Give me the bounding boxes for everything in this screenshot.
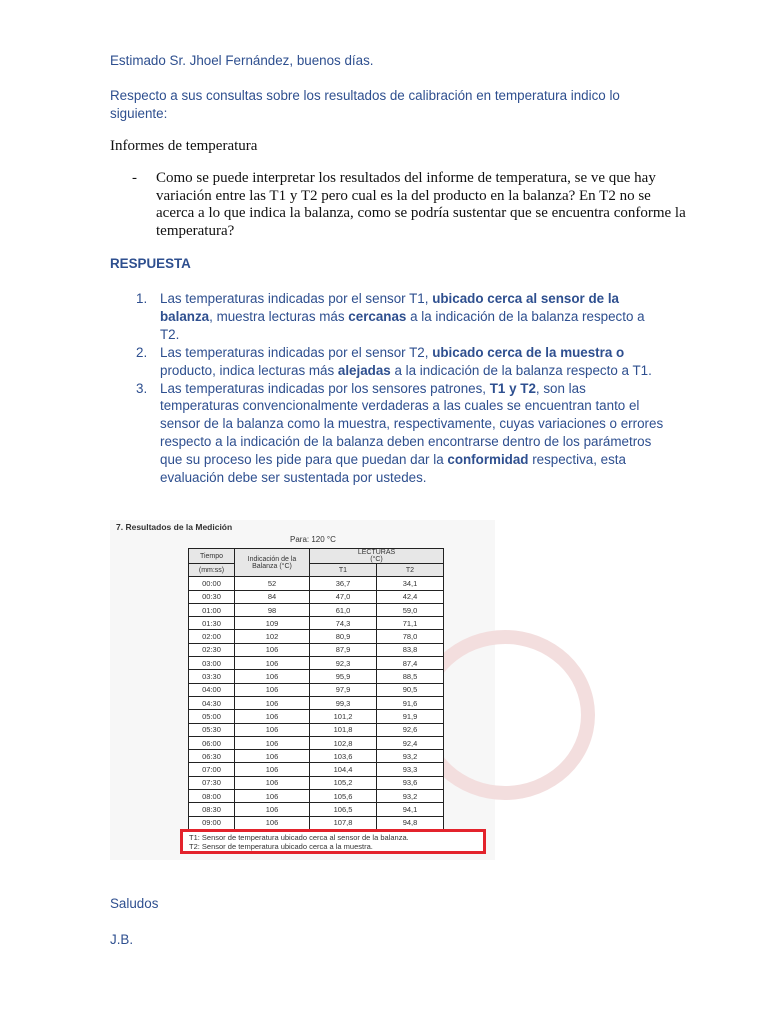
cell-ind: 106: [235, 696, 310, 709]
table-row: [189, 603, 444, 616]
answer-item: [136, 380, 664, 487]
closing: Saludos: [110, 896, 159, 911]
header-time-unit: (mm:ss): [189, 564, 235, 577]
cell-t2: 42,4: [377, 590, 444, 603]
cell-t2: 83,8: [377, 643, 444, 656]
cell-t1: 92,3: [310, 657, 377, 670]
question-text: Como se puede interpretar los resultados del informe de temperatura, se ve que hay variación entre las T1 y T2 pero cual es la del producto en la balanza? En T2 no se acerca a lo que indica la balanza, como se podría sustentar que se encuentra conforme la temperatura?: [156, 170, 686, 239]
cell-ind: 106: [235, 643, 310, 656]
cell-t2: 71,1: [377, 617, 444, 630]
cell-time: 04:30: [189, 696, 235, 709]
legend-t2: T2: Sensor de temperatura ubicado cerca a la muestra.: [189, 842, 373, 851]
figure-title: 7. Resultados de la Medición: [116, 522, 233, 532]
answer-text: Las temperaturas indicadas por el sensor T1,: [160, 291, 433, 306]
answer-text: Las temperaturas indicadas por los sensores patrones,: [160, 380, 490, 396]
cell-t2: 92,6: [377, 723, 444, 736]
signature: J.B.: [110, 932, 134, 947]
cell-time: 07:00: [189, 763, 235, 776]
greeting: Estimado Sr. Jhoel Fernández, buenos días.: [110, 53, 374, 68]
table-row: [189, 776, 444, 789]
legend-t1: T1: Sensor de temperatura ubicado cerca al sensor de la balanza.: [189, 833, 409, 842]
intro-text: Respecto a sus consultas sobre los resultados de calibración en temperatura indico lo siguiente:: [110, 88, 620, 121]
legend-box: [180, 829, 486, 854]
cell-time: 07:30: [189, 776, 235, 789]
answer-text: respectiva, esta evaluación debe ser sustentada por ustedes.: [160, 452, 626, 486]
cell-ind: 106: [235, 776, 310, 789]
cell-ind: 106: [235, 816, 310, 829]
cell-t2: 94,8: [377, 816, 444, 829]
header-t1: T1: [310, 564, 377, 577]
answer-bold: ubicado cerca de la muestra o: [432, 344, 625, 360]
table-row: [189, 577, 444, 590]
table-row: [189, 790, 444, 803]
response-title: RESPUESTA: [110, 256, 191, 271]
table-row: [189, 723, 444, 736]
answer-text: a la indicación de la balanza respecto a T1.: [390, 362, 652, 378]
cell-time: 02:30: [189, 643, 235, 656]
cell-time: 04:00: [189, 683, 235, 696]
answer-bold: alejadas: [337, 362, 391, 378]
cell-t2: 93,2: [377, 750, 444, 763]
cell-t1: 95,9: [310, 670, 377, 683]
cell-ind: 106: [235, 723, 310, 736]
cell-time: 08:30: [189, 803, 235, 816]
cell-t2: 94,1: [377, 803, 444, 816]
cell-time: 05:30: [189, 723, 235, 736]
cell-t1: 101,8: [310, 723, 377, 736]
table-row: [189, 750, 444, 763]
table-row: [189, 763, 444, 776]
table-row: [189, 643, 444, 656]
table-row: [189, 803, 444, 816]
figure-subtitle: Para: 120 °C: [290, 535, 336, 544]
cell-time: 06:00: [189, 736, 235, 749]
answer-text: , son las temperaturas convencionalmente verdaderas a las cuales se encuentran tanto el sensor de la balanza como la muestra, respectivamente, cuyas variaciones o errores respecto a la indicación de la balanza deben encontrarse dentro de los parámetros que su proceso les pide para que puedan dar la: [160, 380, 664, 468]
cell-t1: 105,6: [310, 790, 377, 803]
cell-t2: 93,6: [377, 776, 444, 789]
header-indication: Indicación de la Balanza (°C): [235, 549, 310, 577]
table-row: [189, 696, 444, 709]
cell-time: 09:00: [189, 816, 235, 829]
cell-t1: 107,8: [310, 816, 377, 829]
cell-ind: 109: [235, 617, 310, 630]
cell-time: 06:30: [189, 750, 235, 763]
answer-item: [136, 290, 664, 344]
header-t2: T2: [377, 564, 444, 577]
answer-text: , muestra lecturas más: [209, 308, 349, 324]
cell-t2: 78,0: [377, 630, 444, 643]
answer-text: producto, indica lecturas más: [160, 362, 338, 378]
answer-number: 3.: [136, 380, 148, 396]
cell-t2: 59,0: [377, 603, 444, 616]
cell-t1: 99,3: [310, 696, 377, 709]
cell-ind: 106: [235, 803, 310, 816]
answer-bold: cercanas: [348, 308, 407, 324]
cell-t1: 102,8: [310, 736, 377, 749]
table-row: [189, 590, 444, 603]
cell-time: 00:30: [189, 590, 235, 603]
cell-ind: 106: [235, 790, 310, 803]
cell-t1: 105,2: [310, 776, 377, 789]
cell-t2: 91,9: [377, 710, 444, 723]
cell-time: 08:00: [189, 790, 235, 803]
answer-bold: ubicado cerca al sensor de la balanza: [160, 291, 619, 324]
section-title: Informes de temperatura: [110, 138, 258, 154]
header-time: Tiempo: [189, 549, 235, 564]
answer-bold: conformidad: [447, 452, 529, 468]
table-row: [189, 710, 444, 723]
cell-t2: 87,4: [377, 657, 444, 670]
table-row: [189, 670, 444, 683]
cell-t1: 101,2: [310, 710, 377, 723]
cell-ind: 102: [235, 630, 310, 643]
cell-ind: 106: [235, 710, 310, 723]
question-bullet: -: [132, 170, 137, 186]
answer-number: 2.: [136, 344, 148, 360]
cell-time: 03:30: [189, 670, 235, 683]
answer-text: a la indicación de la balanza respecto a T2.: [160, 308, 645, 342]
table-row: [189, 657, 444, 670]
cell-ind: 84: [235, 590, 310, 603]
answer-list: [136, 290, 664, 487]
cell-time: 01:30: [189, 617, 235, 630]
cell-ind: 98: [235, 603, 310, 616]
cell-t1: 36,7: [310, 577, 377, 590]
table-row: [189, 617, 444, 630]
table-row: [189, 816, 444, 829]
cell-t2: 34,1: [377, 577, 444, 590]
cell-time: 03:00: [189, 657, 235, 670]
results-table: [188, 548, 444, 830]
table-row: [189, 683, 444, 696]
cell-time: 00:00: [189, 577, 235, 590]
cell-t1: 103,6: [310, 750, 377, 763]
cell-t1: 104,4: [310, 763, 377, 776]
answer-number: 1.: [136, 291, 148, 306]
answer-text: Las temperaturas indicadas por el sensor T2,: [160, 344, 433, 360]
answer-bold: T1 y T2: [489, 380, 536, 396]
cell-time: 02:00: [189, 630, 235, 643]
cell-time: 05:00: [189, 710, 235, 723]
cell-ind: 106: [235, 683, 310, 696]
table-body: [189, 577, 444, 830]
cell-time: 01:00: [189, 603, 235, 616]
cell-t2: 91,6: [377, 696, 444, 709]
answer-item: [136, 344, 664, 380]
cell-t1: 74,3: [310, 617, 377, 630]
cell-ind: 106: [235, 750, 310, 763]
cell-t1: 97,9: [310, 683, 377, 696]
cell-t2: 93,2: [377, 790, 444, 803]
table-row: [189, 736, 444, 749]
cell-t1: 80,9: [310, 630, 377, 643]
cell-t1: 87,9: [310, 643, 377, 656]
results-figure: [110, 520, 495, 860]
cell-ind: 106: [235, 657, 310, 670]
cell-t2: 88,5: [377, 670, 444, 683]
table-row: [189, 630, 444, 643]
cell-t2: 92,4: [377, 736, 444, 749]
cell-t1: 61,0: [310, 603, 377, 616]
cell-ind: 106: [235, 670, 310, 683]
cell-t2: 93,3: [377, 763, 444, 776]
cell-ind: 106: [235, 763, 310, 776]
cell-t1: 47,0: [310, 590, 377, 603]
cell-t2: 90,5: [377, 683, 444, 696]
cell-t1: 106,5: [310, 803, 377, 816]
cell-ind: 106: [235, 736, 310, 749]
header-readings: LECTURAS (°C): [310, 549, 444, 564]
question-item: [132, 170, 692, 240]
cell-ind: 52: [235, 577, 310, 590]
